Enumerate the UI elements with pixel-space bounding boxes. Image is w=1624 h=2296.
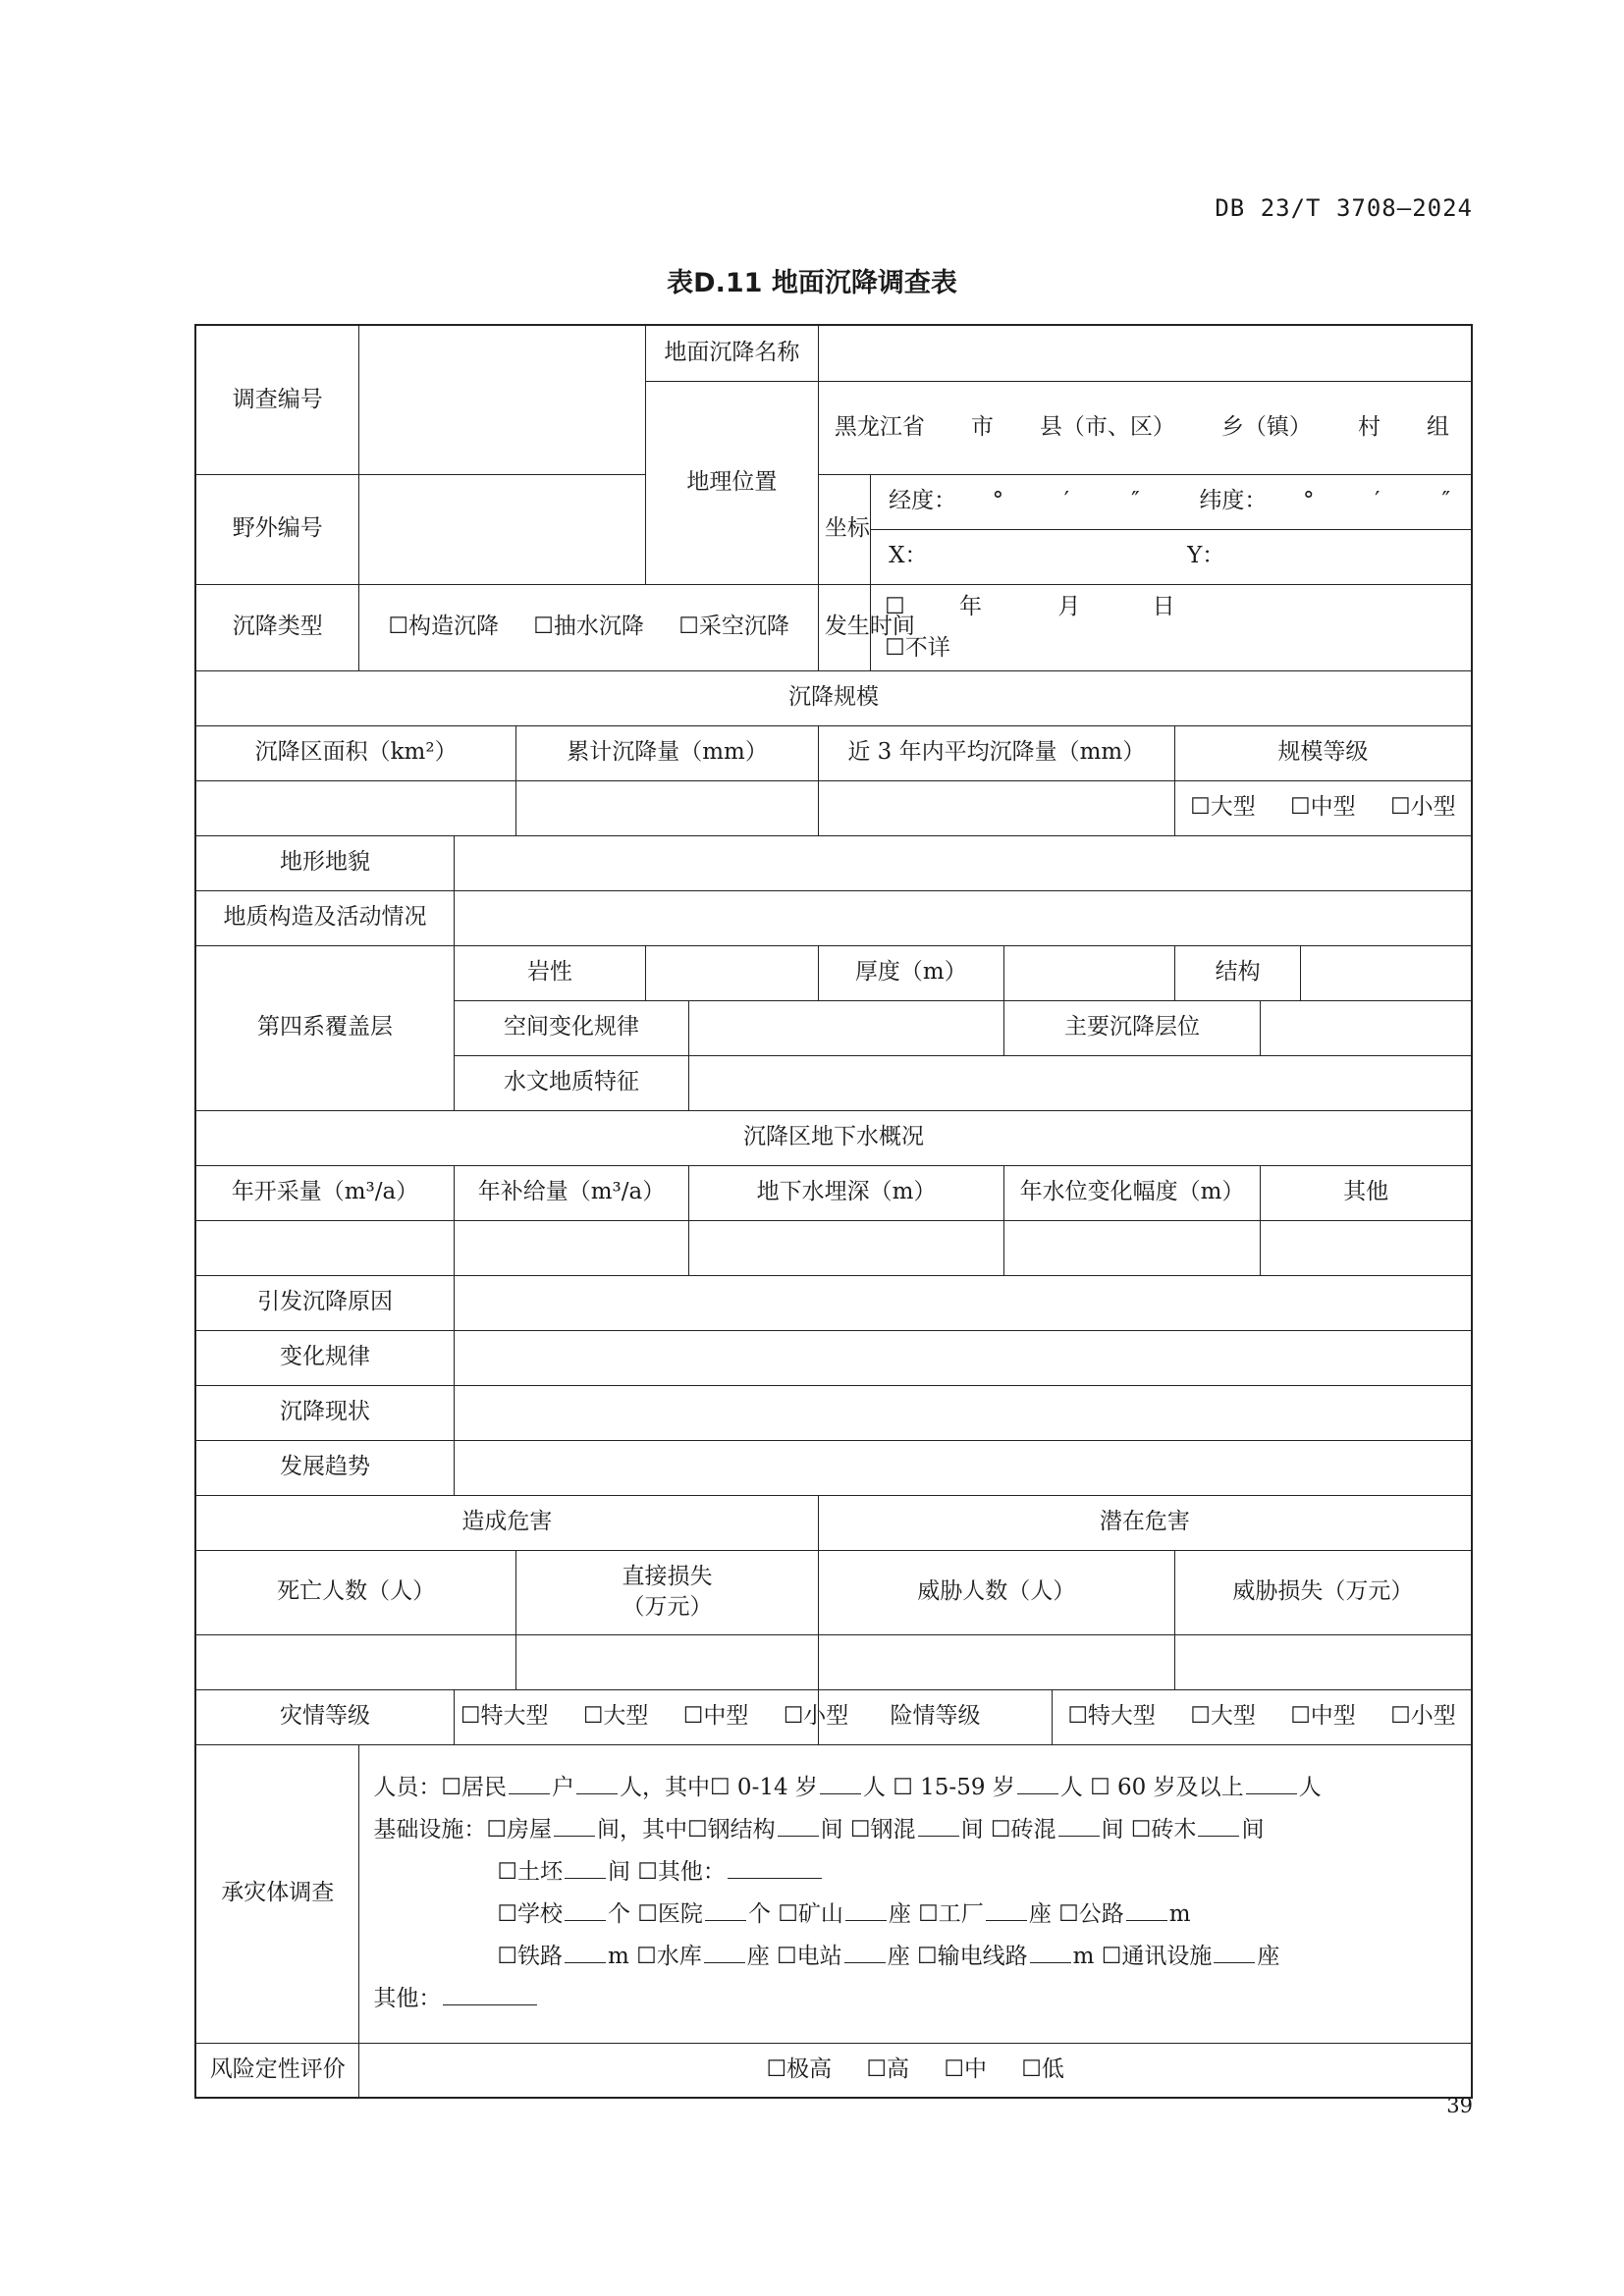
gw-col-depth: 地下水埋深（m）: [689, 1165, 1004, 1220]
survey-form-table: [194, 324, 1473, 2099]
sec-mark: ″: [1441, 488, 1451, 514]
deg-mark: °: [1302, 488, 1315, 514]
trend-label: 发展趋势: [195, 1440, 454, 1495]
city-text: 市: [970, 413, 994, 440]
risk-option-high[interactable]: ☐高: [866, 2056, 910, 2083]
cause-value[interactable]: [454, 1275, 1472, 1330]
structure-value[interactable]: [454, 890, 1472, 945]
bearing-line-infra: 基础设施：☐房屋 间，其中☐钢结构 间 ☐钢混 间 ☐砖混 间 ☐砖木 间: [373, 1809, 1457, 1851]
gw-col-recharge: 年补给量（m³/a）: [454, 1165, 688, 1220]
bearing-line-earth: ☐土坯 间 ☐其他：: [373, 1851, 1457, 1894]
qstructure-label: 结构: [1174, 945, 1301, 1000]
direct-loss-line1: 直接损失: [622, 1563, 713, 1589]
min-mark: ′: [1375, 488, 1380, 514]
hydro-label: 水文地质特征: [454, 1055, 688, 1110]
lonlat-cell[interactable]: [871, 474, 1472, 529]
grade-option-small[interactable]: ☐小型: [1389, 794, 1456, 821]
recent-value[interactable]: [818, 780, 1174, 835]
occur-unknown[interactable]: ☐不详: [885, 635, 950, 661]
risk-options: [359, 2043, 1472, 2098]
area-value[interactable]: [195, 780, 516, 835]
disaster-grade-options: [454, 1689, 849, 1744]
danger-option-huge[interactable]: ☐特大型: [1067, 1703, 1156, 1730]
danger-option-large[interactable]: ☐大型: [1190, 1703, 1256, 1730]
field-no-value[interactable]: [359, 474, 646, 584]
spatial-value[interactable]: [689, 1000, 1004, 1055]
direct-loss-value[interactable]: [516, 1634, 819, 1689]
year-text: 年: [959, 594, 983, 619]
occur-checkbox[interactable]: ☐: [885, 594, 905, 619]
grade-option-medium[interactable]: ☐中型: [1290, 794, 1356, 821]
bearing-line-people: 人员：☐居民 户 人，其中☐ 0-14 岁 人 ☐ 15-59 岁 人 ☐ 60 岁及以上 人: [373, 1767, 1457, 1809]
gw-recharge-value[interactable]: [454, 1220, 688, 1275]
sec-mark: ″: [1131, 488, 1140, 514]
disaster-grade-label: 灾情等级: [195, 1689, 454, 1744]
bearing-label: 承灾体调查: [195, 1744, 359, 2043]
township-text: 乡（镇）: [1220, 413, 1312, 440]
qstructure-value[interactable]: [1301, 945, 1472, 1000]
direct-loss-line2: （万元）: [622, 1594, 713, 1620]
type-option-pumping[interactable]: ☐抽水沉降: [533, 614, 644, 640]
disaster-option-medium[interactable]: ☐中型: [682, 1703, 749, 1730]
xy-cell[interactable]: [871, 529, 1472, 584]
main-layer-value[interactable]: [1261, 1000, 1472, 1055]
type-option-mining[interactable]: ☐采空沉降: [678, 614, 789, 640]
status-value[interactable]: [454, 1385, 1472, 1440]
bearing-line-utilities: ☐铁路 m ☐水库 座 ☐电站 座 ☐输电线路 m ☐通讯设施 座: [373, 1936, 1457, 1978]
scale-section: 沉降规模: [195, 670, 1472, 725]
change-label: 变化规律: [195, 1330, 454, 1385]
potential-harm-section: 潜在危害: [818, 1495, 1472, 1550]
village-text: 村: [1357, 413, 1380, 440]
x-label: X：: [889, 543, 928, 569]
caused-harm-section: 造成危害: [195, 1495, 818, 1550]
recent-header: 近 3 年内平均沉降量（mm）: [818, 725, 1174, 780]
spatial-label: 空间变化规律: [454, 1000, 688, 1055]
gw-col-extraction: 年开采量（m³/a）: [195, 1165, 454, 1220]
cumulative-value[interactable]: [516, 780, 819, 835]
gw-extraction-value[interactable]: [195, 1220, 454, 1275]
month-text: 月: [1057, 594, 1081, 619]
thickness-label: 厚度（m）: [818, 945, 1003, 1000]
gw-col-other: 其他: [1261, 1165, 1472, 1220]
thickness-value[interactable]: [1003, 945, 1174, 1000]
danger-grade-options: [1053, 1689, 1472, 1744]
county-text: 县（市、区）: [1039, 413, 1175, 440]
risk-label: 风险定性评价: [195, 2043, 359, 2098]
deaths-value[interactable]: [195, 1634, 516, 1689]
deg-mark: °: [992, 488, 1004, 514]
danger-option-small[interactable]: ☐小型: [1390, 1703, 1456, 1730]
type-label: 沉降类型: [195, 584, 359, 670]
field-no-label: 野外编号: [195, 474, 359, 584]
group-text: 组: [1426, 413, 1449, 440]
threat-people-header: 威胁人数（人）: [818, 1550, 1174, 1634]
geo-location-label: 地理位置: [645, 381, 818, 584]
grade-option-large[interactable]: ☐大型: [1190, 794, 1256, 821]
page-number: 39: [1446, 2094, 1473, 2117]
disaster-option-large[interactable]: ☐大型: [582, 1703, 649, 1730]
grade-header: 规模等级: [1174, 725, 1472, 780]
danger-grade-label: 险情等级: [818, 1689, 1052, 1744]
bearing-line-facilities: ☐学校 个 ☐医院 个 ☐矿山 座 ☐工厂 座 ☐公路 m: [373, 1894, 1457, 1936]
threat-people-value[interactable]: [818, 1634, 1174, 1689]
y-label: Y：: [1187, 543, 1225, 569]
subsidence-name-value[interactable]: [818, 325, 1472, 381]
type-options: [359, 584, 818, 670]
gw-depth-value[interactable]: [689, 1220, 1004, 1275]
coord-label: 坐标: [818, 474, 870, 584]
min-mark: ′: [1063, 488, 1070, 514]
location-cell[interactable]: [818, 381, 1472, 474]
lon-label: 经度：: [889, 488, 957, 514]
cumulative-header: 累计沉降量（mm）: [516, 725, 819, 780]
cause-label: 引发沉降原因: [195, 1275, 454, 1330]
table-title: 表D.11 地面沉降调查表: [667, 268, 957, 298]
lithology-value[interactable]: [645, 945, 818, 1000]
gw-col-fluctuation: 年水位变化幅度（m）: [1003, 1165, 1260, 1220]
grade-options: [1174, 780, 1472, 835]
risk-option-medium[interactable]: ☐中: [944, 2056, 987, 2083]
structure-label: 地质构造及活动情况: [195, 890, 454, 945]
risk-option-low[interactable]: ☐低: [1021, 2056, 1064, 2083]
province-text: 黑龙江省: [834, 413, 925, 440]
survey-no-value[interactable]: [359, 325, 646, 474]
risk-option-very-high[interactable]: ☐极高: [766, 2056, 833, 2083]
area-header: 沉降区面积（km²）: [195, 725, 516, 780]
hydro-value[interactable]: [689, 1055, 1472, 1110]
landform-value[interactable]: [454, 835, 1472, 890]
direct-loss-header: [516, 1550, 819, 1634]
standard-number: DB 23/T 3708—2024: [1215, 194, 1473, 222]
gw-fluctuation-value[interactable]: [1003, 1220, 1260, 1275]
occur-cell: [871, 584, 1472, 670]
groundwater-section: 沉降区地下水概况: [195, 1110, 1472, 1165]
threat-loss-header: 威胁损失（万元）: [1174, 1550, 1472, 1634]
gw-other-value[interactable]: [1261, 1220, 1472, 1275]
day-text: 日: [1152, 594, 1175, 619]
quaternary-label: 第四系覆盖层: [195, 945, 454, 1110]
disaster-option-huge[interactable]: ☐特大型: [460, 1703, 549, 1730]
main-layer-label: 主要沉降层位: [1003, 1000, 1260, 1055]
change-value[interactable]: [454, 1330, 1472, 1385]
status-label: 沉降现状: [195, 1385, 454, 1440]
threat-loss-value[interactable]: [1174, 1634, 1472, 1689]
lithology-label: 岩性: [454, 945, 645, 1000]
trend-value[interactable]: [454, 1440, 1472, 1495]
occur-label: 发生时间: [818, 584, 870, 670]
disaster-option-small[interactable]: ☐小型: [783, 1703, 849, 1730]
survey-no-label: 调查编号: [195, 325, 359, 474]
bearing-cell: [359, 1744, 1472, 2043]
lat-label: 纬度：: [1199, 488, 1268, 514]
landform-label: 地形地貌: [195, 835, 454, 890]
subsidence-name-label: 地面沉降名称: [645, 325, 818, 381]
bearing-line-other: 其他：: [373, 1978, 1457, 2020]
danger-option-medium[interactable]: ☐中型: [1290, 1703, 1356, 1730]
type-option-tectonic[interactable]: ☐构造沉降: [388, 614, 499, 640]
deaths-header: 死亡人数（人）: [195, 1550, 516, 1634]
